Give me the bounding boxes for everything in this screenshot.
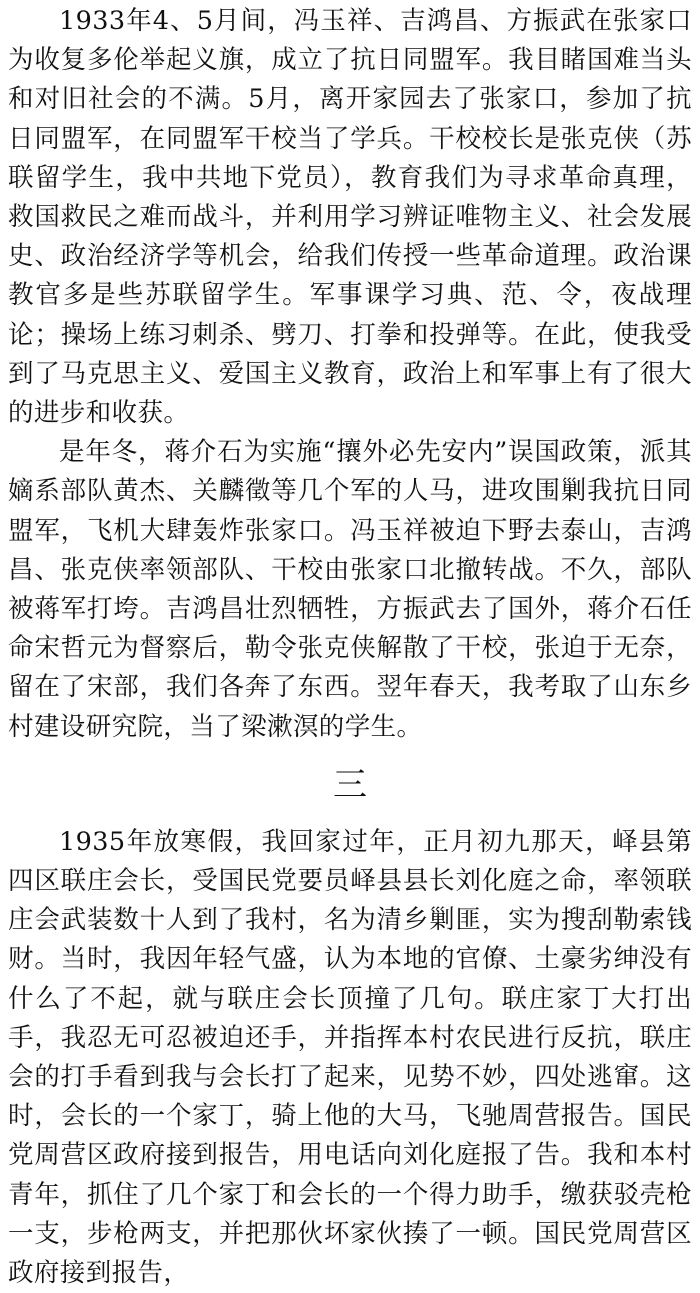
paragraph-winter-siege: 是年冬，蒋介石为实施“攘外必先安内”误国政策，派其嫡系部队黄杰、关麟徵等几个军的人马，进攻围剿我抗日同盟军，飞机大肆轰炸张家口。冯玉祥被迫下野去泰山，吉鸿昌、张克侠率领部队、干校由张家口北撤转战。不久，部队被蒋军打垮。吉鸿昌壮烈牺牲，方振武去了国外，蒋介石任命宋哲元为督察后，勒令张克侠解散了干校，张迫于无奈，留在了宋部，我们各奔了东西。翌年春天，我考取了山东乡村建设研究院，当了梁漱溟的学生。 [8, 437, 692, 742]
paragraph-1935-new-year: 1935年放寒假，我回家过年，正月初九那天，峄县第四区联庄会长，受国民党要员峄县县长刘化庭之命，率领联庄会武装数十人到了我村，名为清乡剿匪，实为搜刮勒索钱财。当时，我因年轻气盛，认为本地的官僚、土豪劣绅没有什么了不起，就与联庄会长顶撞了几句。联庄家丁大打出手，我忍无可忍被迫还手，并指挥本村农民进行反抗，联庄会的打手看到我与会长打了起来，见势不妙，四处逃窜。这时，会长的一个家丁，骑上他的大马，飞驰周营报告。国民党周营区政府接到报告，用电话向刘化庭报了告。我和本村青年，抓住了几个家丁和会长的一个得力助手，缴获驳壳枪一支，步枪两支，并把那伙坏家伙揍了一顿。国民党周营区政府接到报告， [8, 826, 692, 1289]
paragraph-tongmengjun: 1933年4、5月间，冯玉祥、吉鸿昌、方振武在张家口为收复多伦举起义旗，成立了抗日同盟军。我目睹国难当头和对旧社会的不满。5月，离开家园去了张家口，参加了抗日同盟军，在同盟军干校当了学兵。干校校长是张克侠（苏联留学生，我中共地下党员），教育我们为寻求革命真理，救国救民之难而战斗，并利用学习辨证唯物主义、社会发展史、政治经济学等机会，给我们传授一些革命道理。政治课教官多是些苏联留学生。军事课学习典、范、令，夜战理论；操场上练习刺杀、劈刀、打拳和投弹等。在此，使我受到了马克思主义、爱国主义教育，政治上和军事上有了很大的进步和收获。 [8, 6, 692, 429]
section-heading: 三 [333, 764, 367, 805]
